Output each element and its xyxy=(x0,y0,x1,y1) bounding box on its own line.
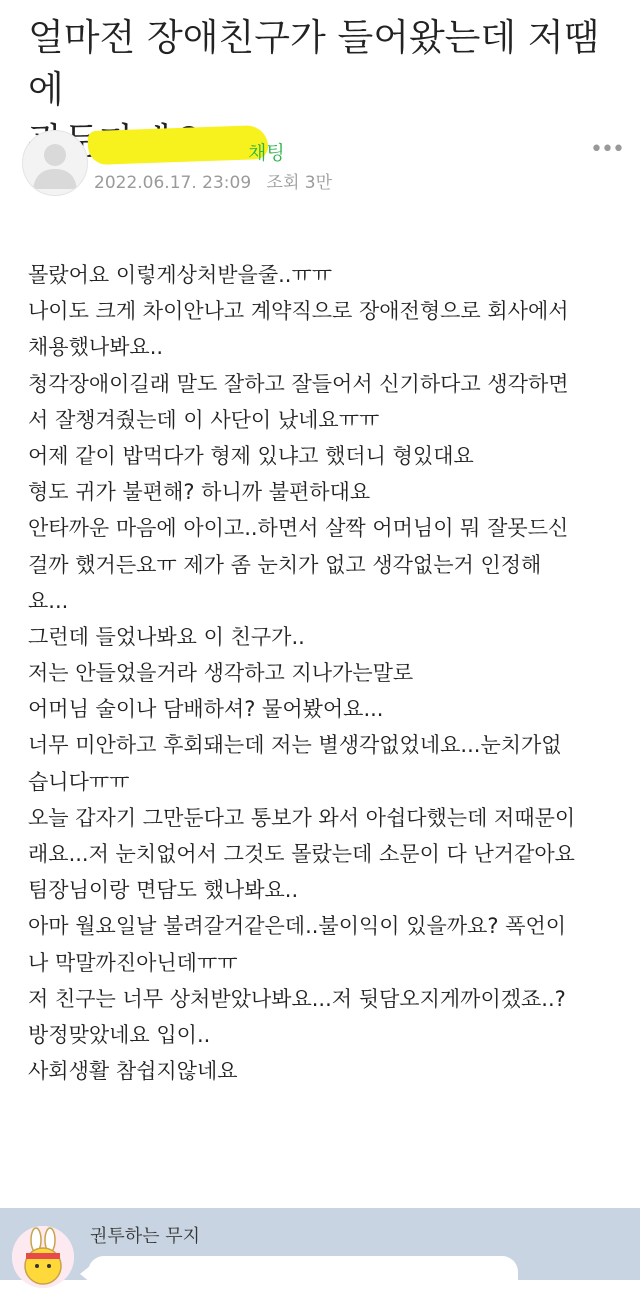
body-line: 저 친구는 너무 상처받았나봐요...저 뒷담오지게까이겠죠..? xyxy=(28,986,566,1011)
body-line: 나이도 크게 차이안나고 계약직으로 장애전형으로 회사에서 xyxy=(28,299,569,324)
body-line: 너무 미안하고 후회돼는데 저는 별생각없었네요...눈치가없 xyxy=(28,733,562,758)
body-line: 서 잘챙겨줬는데 이 사단이 났네요ㅠㅠ xyxy=(28,407,380,432)
body-line: 습니다ㅠㅠ xyxy=(28,769,130,794)
body-line: 사회생활 참쉽지않네요 xyxy=(28,1059,238,1084)
body-line: 방정맞았네요 입이.. xyxy=(28,1022,211,1047)
body-line: 채용했나봐요.. xyxy=(28,335,164,360)
body-line: 저는 안들었을거라 생각하고 지나가는말로 xyxy=(28,661,414,686)
redaction-highlight xyxy=(87,125,268,165)
author-info xyxy=(22,130,622,200)
post-title-line: 얼마전 장애친구가 들어왔는데 저땜에 xyxy=(28,16,600,111)
body-line: 어제 같이 밥먹다가 형제 있냐고 했더니 형있대요 xyxy=(28,443,474,468)
more-dots-icon[interactable]: ••• xyxy=(590,137,623,162)
body-line: 래요...저 눈치없어서 그것도 몰랐는데 소문이 다 난거같아요 xyxy=(28,842,575,866)
body-line: 오늘 갑자기 그만둔다고 통보가 와서 아쉽다했는데 저때문이 xyxy=(28,805,576,830)
body-line: 요... xyxy=(28,588,69,613)
author-avatar[interactable] xyxy=(22,130,88,196)
body-line: 어머님 술이나 담배하셔? 물어봤어요... xyxy=(28,697,384,722)
body-line: 아마 월요일날 불려갈거같은데..불이익이 있을까요? 폭언이 xyxy=(28,914,567,939)
comment-bubble xyxy=(88,1256,518,1296)
muzi-boxing-avatar-icon[interactable] xyxy=(12,1226,74,1288)
comment-section xyxy=(0,1208,640,1280)
body-line: 그런데 들었나봐요 이 친구가.. xyxy=(28,624,305,649)
body-line: 안타까운 마음에 아이고..하면서 살짝 어머님이 뭐 잘못드신 xyxy=(28,516,569,541)
body-line: 걸까 했거든요ㅠ 제가 좀 눈치가 없고 생각없는거 인정해 xyxy=(28,552,542,577)
post-meta xyxy=(94,168,342,193)
post-views: 조회 3만 xyxy=(266,173,333,193)
body-line: 몰랐어요 이렇게상처받을줄..ㅠㅠ xyxy=(28,263,333,287)
body-line: 청각장애이길래 말도 잘하고 잘들어서 신기하다고 생각하면 xyxy=(28,371,569,396)
post-body xyxy=(28,257,628,1089)
default-profile-icon xyxy=(23,131,87,195)
body-line: 팀장님이랑 면담도 했나봐요.. xyxy=(28,878,299,903)
comment-nickname[interactable]: 권투하는 무지 xyxy=(90,1226,201,1247)
author-nickname[interactable]: 채팅 xyxy=(248,142,285,164)
muzi-avatar-graphic xyxy=(12,1226,74,1288)
body-line: 나 막말까진아닌데ㅠㅠ xyxy=(28,950,238,975)
body-line: 형도 귀가 불편해? 하니까 불편하대요 xyxy=(28,480,371,505)
post-date: 2022.06.17. 23:09 xyxy=(94,173,252,193)
